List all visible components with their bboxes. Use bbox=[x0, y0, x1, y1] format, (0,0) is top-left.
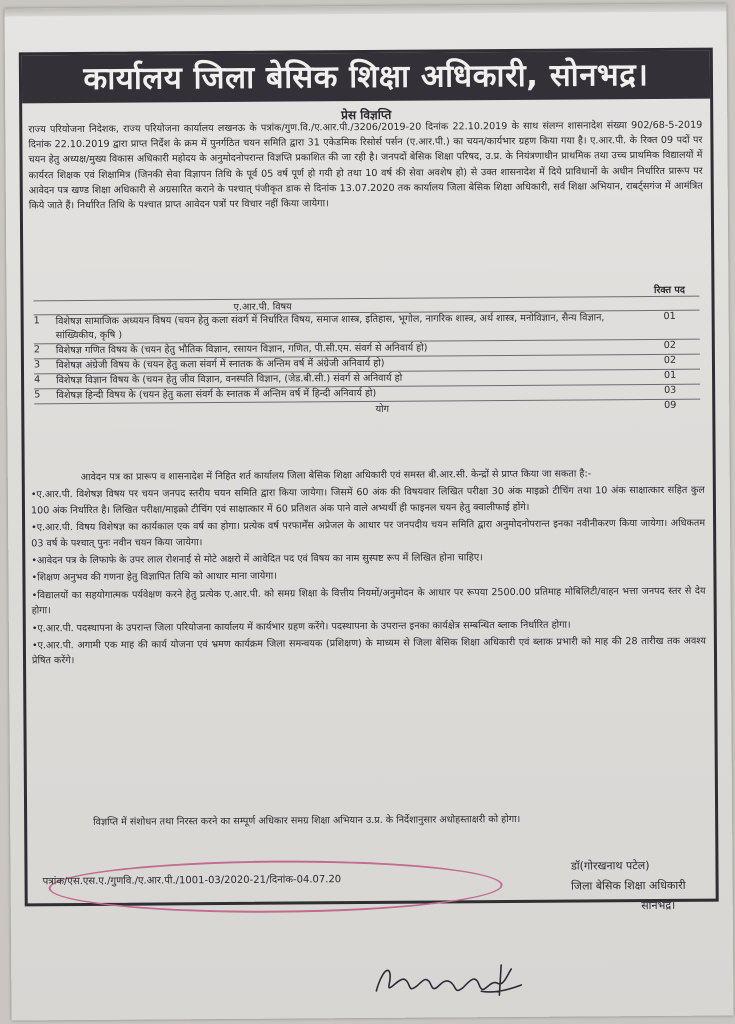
press-release-label: प्रेस विज्ञप्ति bbox=[341, 107, 392, 123]
condition-item: •शिक्षण अनुभव की गणना हेतु विज्ञापित तिथि को आधार माना जायेगा। bbox=[31, 571, 277, 584]
document-sheet bbox=[4, 3, 733, 1020]
condition-item: •ए.आर.पी. विषय विशेषज्ञ का कार्यकाल एक वर्ष का होगा। प्रत्येक वर्ष परफार्मेंस अप्रेजल के आधार पर जनपदीय चयन समिति द्वारा अनुमोदनोपरान्त इनका नवीनीकरण किया जायेगा। अधिकतम 03 वर्ष के पश्चात् पुनः नवीन चयन किया जायेगा। bbox=[31, 517, 706, 549]
row-number: 3 bbox=[33, 359, 41, 371]
condition-text: ए.आर.पी. विशेषज्ञ विषय पर चयन जनपद स्तरीय चयन समिति द्वारा किया जायेगा। जिसमें 60 अंक की विषयवार लिखित परीक्षा 30 अंक माइक्रो टीचिंग तथा 10 अंक साक्षात्कार सहित कुल 100 अंक निर्धारित है। लिखित परीक्षा/माइक्रो टीचिंग एवं साक्षात्कार में 60 प्रतिशत अंक पाने वाले अभ्यर्थी ही फाइनल चयन हेतु क्वालीफाई होंगे। bbox=[30, 485, 705, 517]
row-count: 01 bbox=[663, 369, 677, 381]
signatory-name: डॉ(गोरखनाथ पटेल) bbox=[570, 859, 650, 873]
table-row bbox=[34, 311, 700, 345]
condition-item: •आवेदन पत्र के लिफाफे के उपर लाल रोशनाई से मोटे अक्षरो में आवेदित पद एवं विषय का नाम सुस्पष्ट रूप में लिखित होना चाहिए। bbox=[31, 552, 483, 567]
arp-subject-heading: ए.आर.पी. विषय bbox=[34, 297, 700, 316]
signatory-designation: जिला बेसिक शिक्षा अधिकारी bbox=[571, 878, 686, 893]
signatory-block bbox=[571, 856, 686, 917]
total-label: योग bbox=[375, 403, 390, 415]
condition-text: ए.आर.पी. पदस्थापना के उपरान्त जिला परियोजना कार्यालय में कार्यभार ग्रहण करेंगे। पदस्थापना के उपरान्त इनका कार्यक्षेत्र सम्बन्धित ब्लाक निर्धारित होगा। bbox=[37, 619, 571, 634]
office-header: कार्यालय जिला बेसिक शिक्षा अधिकारी, सोनभद्र। bbox=[22, 51, 710, 104]
row-subject: विशेषज्ञ गणित विषय के (चयन हेतु भौतिक विज्ञान, रसायन विज्ञान, गणित, पी.सी.एम. संवर्ग से अनिवार्य हो) bbox=[55, 342, 428, 357]
condition-item: •विद्यालयों का सहयोगात्मक पर्यवेक्षण करने हेतु प्रत्येक ए.आर.पी. को समग्र शिक्षा के वित्तीय नियमों/अनुमोदन के आधार पर रूपया 2500.00 प्रतिमाह मोबिलिटी/वाहन भत्ता जनपद स्तर से देय होगा। bbox=[31, 585, 706, 617]
condition-text: ए.आर.पी. अगामी एक माह की कार्य योजना एवं भ्रमण कार्यक्रम जिला समन्वयक (प्रशिक्षण) के माध्यम से जिला बेसिक शिक्षा अधिकारी एवं ब्लाक प्रभारी को माह की 28 तारीख तक अवश्य प्रेषित करेंगे। bbox=[31, 635, 706, 667]
vacancy-column-header: रिक्त पद bbox=[653, 284, 685, 297]
condition-text: शिक्षण अनुभव की गणना हेतु विज्ञापित तिथि को आधार माना जायेगा। bbox=[37, 571, 277, 584]
row-number: 1 bbox=[33, 315, 40, 327]
handwritten-signature bbox=[371, 955, 531, 1010]
total-count: 09 bbox=[664, 399, 677, 411]
row-subject: विशेषज्ञ हिन्दी विषय के (चयन हेतु कला संवर्ग के स्नातक में अन्तिम वर्ष में हिन्दी अनिवार्य हो) bbox=[56, 387, 377, 402]
paper-fold-shadow bbox=[4, 3, 726, 16]
condition-item: •ए.आर.पी. पदस्थापना के उपरान्त जिला परियोजना कार्यालय में कार्यभार ग्रहण करेंगे। पदस्थापना के उपरान्त इनका कार्यक्षेत्र सम्बन्धित ब्लाक निर्धारित होगा। bbox=[31, 619, 571, 635]
row-count: 03 bbox=[664, 384, 677, 396]
intro-paragraph: राज्य परियोजना निदेशक, राज्य परियोजना कार्यालय लखनऊ के पत्रांक/गुण.वि./ए.आर.पी./3206/2019-20 दिनांक 22.10.2019 के साथ संलग्न शासनादेश संख्या 902/68-5-2019 दिनांक 22.10.2019 द्वारा प्राप्त निर्देश के क्रम में पुनर्गठित चयन समिति द्वारा 31 एकेडमिक रिसोर्स पर्सन (ए.आर.पी.) का चयन/कार्यभार ग्रहण किया गया है। ए.आर.पी. के रिक्त 09 पदों पर चयन हेतु अध्यक्ष/मुख्य विकास अधिकारी महोदय के अनुमोदनोपरान्त विज्ञप्ति प्रकाशित की जा रही है। जनपदों बेसिक शिक्षा परिषद, उ.प्र. के नियंत्रणाधीन प्राथमिक तथा उच्च प्राथमिक विद्यालयों में कार्यरत शिक्षक एवं शिक्षामित्र (जिनकी सेवा विज्ञापन तिथि के पूर्व 05 वर्ष पूर्ण हो गयी हो तथा 10 वर्ष की सेवा अवशेष हो) से उक्त शासनादेश में दिये प्राविधानों के अधीन निर्धारित प्रारूप पर आवेदन पत्र खण्ड शिक्षा अधिकारी से अग्रसारित कराने के पश्चात् पंजीकृत डाक से दिनांक 13.07.2020 तक कार्यालय जिला बेसिक शिक्षा अधिकारी, सर्व शिक्षा अभियान, राबर्ट्सगंज में आमंत्रित किये जाते हैं। निर्धारित तिथि के पश्चात प्राप्त आवेदन पत्रों पर विचार नहीं किया जायेगा। bbox=[28, 119, 703, 212]
reference-number: पत्रांक/एस.एस.ए./गुणवि./ए.आर.पी./1001-03/2020-21/दिनांक-04.07.20 bbox=[42, 874, 342, 888]
condition-item: •ए.आर.पी. विशेषज्ञ विषय पर चयन जनपद स्तरीय चयन समिति द्वारा किया जायेगा। जिसमें 60 अंक की विषयवार लिखित परीक्षा 30 अंक माइक्रो टीचिंग तथा 10 अंक साक्षात्कार सहित कुल 100 अंक निर्धारित है। लिखित परीक्षा/माइक्रो टीचिंग एवं साक्षात्कार में 60 प्रतिशत अंक पाने वाले अभ्यर्थी ही फाइनल चयन हेतु क्वालीफाई होंगे। bbox=[30, 485, 705, 517]
row-subject: विशेषज्ञ विज्ञान विषय के (चयन हेतु जीव विज्ञान, वनस्पति विज्ञान, (जेड.बी.सी.) संवर्ग से अनिवार्य हो bbox=[56, 372, 403, 387]
row-count: 02 bbox=[663, 354, 677, 366]
signatory-place: सोनभद्र। bbox=[641, 898, 676, 913]
notice-frame bbox=[19, 48, 719, 913]
row-number: 4 bbox=[34, 374, 41, 386]
conditions-intro: आवेदन पत्र का प्रारूप व शासनादेश में निहित शर्त कार्यालय जिला बेसिक शिक्षा अधिकारी एवं समस्त बी.आर.सी. केन्द्रों से प्राप्त किया जा सकता है:- bbox=[80, 468, 592, 484]
row-number: 2 bbox=[33, 344, 41, 356]
condition-text: ए.आर.पी. विषय विशेषज्ञ का कार्यकाल एक वर्ष का होगा। प्रत्येक वर्ष परफार्मेंस अप्रेजल के आधार पर जनपदीय चयन समिति द्वारा अनुमोदनोपरान्त इनका नवीनीकरण किया जायेगा। अधिकतम 03 वर्ष के पश्चात् पुनः नवीन चयन किया जायेगा। bbox=[31, 517, 706, 549]
row-subject: विशेषज्ञ सामाजिक अध्ययन विषय (चयन हेतु कला संवर्ग में निर्धारित विषय, समाज शास्त्र, इतिहास, भूगोल, नागरिक शास्त्र, अर्थ शास्त्र, मनोविज्ञान, सैन्य विज्ञान, सांख्यिकीय, कृषि ) bbox=[55, 312, 605, 342]
condition-text: आवेदन पत्र के लिफाफे के उपर लाल रोशनाई से मोटे अक्षरो में आवेदित पद एवं विषय का नाम सुस्पष्ट रूप में लिखित होना चाहिए। bbox=[36, 552, 483, 567]
vacancy-table bbox=[33, 283, 700, 418]
row-number: 5 bbox=[34, 389, 41, 401]
closing-paragraph: विज्ञप्ति में संशोधन तथा निरस्त करने का सम्पूर्ण अधिकार समग्र शिक्षा अभियान उ.प्र. के निर्देशानुसार अधोहस्ताक्षरी को होगा। bbox=[93, 813, 521, 828]
condition-item: •ए.आर.पी. अगामी एक माह की कार्य योजना एवं भ्रमण कार्यक्रम जिला समन्वयक (प्रशिक्षण) के माध्यम से जिला बेसिक शिक्षा अधिकारी एवं ब्लाक प्रभारी को माह की 28 तारीख तक अवश्य प्रेषित करेंगे। bbox=[31, 635, 706, 667]
conditions-section bbox=[31, 466, 706, 672]
row-subject: विशेषज्ञ अंग्रेजी विषय के (चयन हेतु कला संवर्ग में स्नातक के अन्तिम वर्ष में अंग्रेजी अनिवार्य हो) bbox=[55, 357, 385, 372]
row-count: 01 bbox=[663, 310, 676, 322]
condition-text: विद्यालयों का सहयोगात्मक पर्यवेक्षण करने हेतु प्रत्येक ए.आर.पी. को समग्र शिक्षा के वित्तीय नियमों/अनुमोदन के आधार पर रूपया 2500.00 प्रतिमाह मोबिलिटी/वाहन भत्ता जनपद स्तर से देय होगा। bbox=[31, 585, 706, 617]
row-count: 02 bbox=[663, 339, 676, 351]
